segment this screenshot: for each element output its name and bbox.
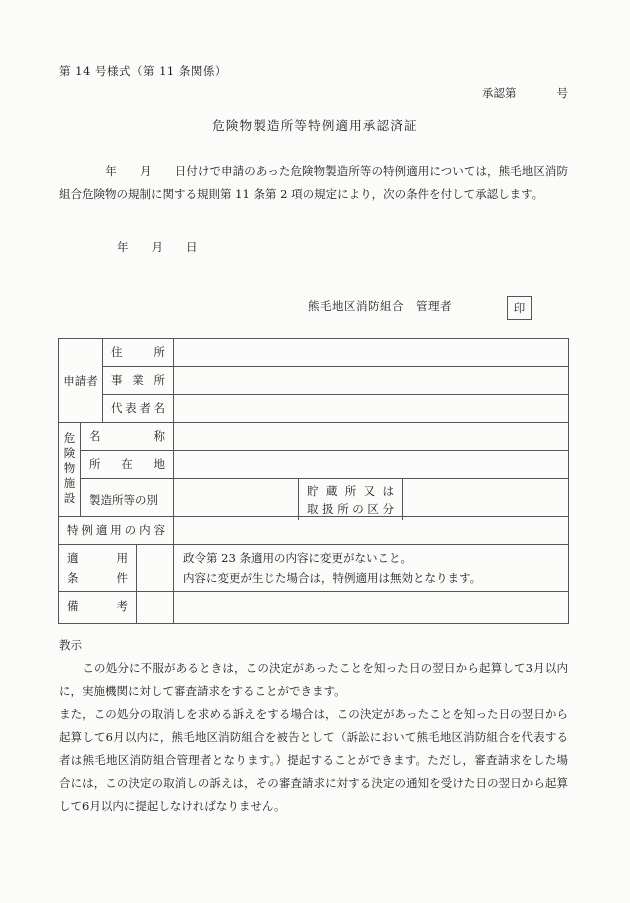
applicant-office-label: 事業所 [103,367,174,394]
notice-heading: 教示 [59,638,82,652]
remarks-value [174,592,568,623]
remarks-label: 備考 [59,592,137,623]
intro-paragraph: 年 月 日付けで申請のあった危険物製造所等の特例適用については，熊毛地区消防組合危険物の規制に関する規則第 11 条第 2 項の規定により，次の条件を付して承認します。 [59,164,568,201]
remarks-blank-cell [137,592,174,623]
approval-prefix: 承認第 [482,86,517,100]
conditions-blank-cell [137,545,174,591]
notice-paragraph-1: この処分に不服があるときは，この決定があったことを知った日の翌日から起算して3月以内に，実施機関に対して審査請求をすることができます。 [59,661,568,698]
facility-type-label: 製造所等の別 [81,479,174,520]
seal-box [507,296,532,320]
applicant-address-value [174,339,568,366]
facility-location-row [81,451,568,479]
special-application-label: 特例適用の内容 [59,517,174,544]
facility-name-value [174,423,568,450]
conditions-content-line2: 内容に変更が生じた場合は，特例適用は無効となります。 [183,571,482,585]
issue-date-line: 年 月 日 [117,240,198,254]
notice-section [59,634,568,818]
seal-label: 印 [513,301,526,315]
conditions-content [174,545,568,591]
conditions-label-line1: 適用 [67,550,128,565]
applicant-section [59,339,568,423]
form-number: 第 14 号様式（第 11 条関係） [59,64,227,78]
notice-paragraph-2: また，この処分の取消しを求める訴えをする場合は，この決定があったことを知った日の翌日から起算して6月以内に，熊毛地区消防組合を被告として（訴訟において熊毛地区消防組合を代表する者は熊毛地区消防組合管理者となります。）提起することができます。ただし，審査請求をした場合には，この決定の取消しの訴えは，その審査請求に対する決定の通知を受けた日の翌日から起算して6月以内に提起しなければなりません。 [59,707,568,813]
applicant-address-row [103,339,568,367]
issuer-name: 熊毛地区消防組合 管理者 [308,299,452,313]
facility-storage-label [299,479,403,520]
approval-suffix: 号 [556,86,568,100]
facility-storage-label-line2: 取扱所の区分 [307,501,394,516]
approval-number-line [482,85,568,101]
facility-storage-value [403,479,568,520]
remarks-row [59,592,568,623]
facility-name-row [81,423,568,451]
applicant-representative-label: 代表者名 [103,395,174,422]
applicant-group-label: 申請者 [59,339,103,422]
applicant-representative-row [103,395,568,422]
facility-type-value [174,479,299,520]
conditions-label-line2: 条件 [67,571,128,585]
facility-location-label: 所在地 [81,451,174,478]
conditions-row [59,545,568,592]
special-application-row [59,517,568,545]
facility-location-value [174,451,568,478]
facility-group-label: 危険物施設 [59,423,81,516]
facility-section [59,423,568,517]
application-table [58,338,569,624]
facility-storage-label-line1: 貯蔵所又は [307,483,394,498]
conditions-content-line1: 政令第 23 条適用の内容に変更がないこと。 [183,550,412,565]
applicant-representative-value [174,395,568,422]
document-title: 危険物製造所等特例適用承認済証 [212,118,418,133]
facility-name-label: 名称 [81,423,174,450]
applicant-address-label: 住所 [103,339,174,366]
applicant-office-row [103,367,568,395]
special-application-value [174,517,568,544]
facility-type-row [81,479,568,520]
conditions-label [59,545,137,591]
applicant-office-value [174,367,568,394]
